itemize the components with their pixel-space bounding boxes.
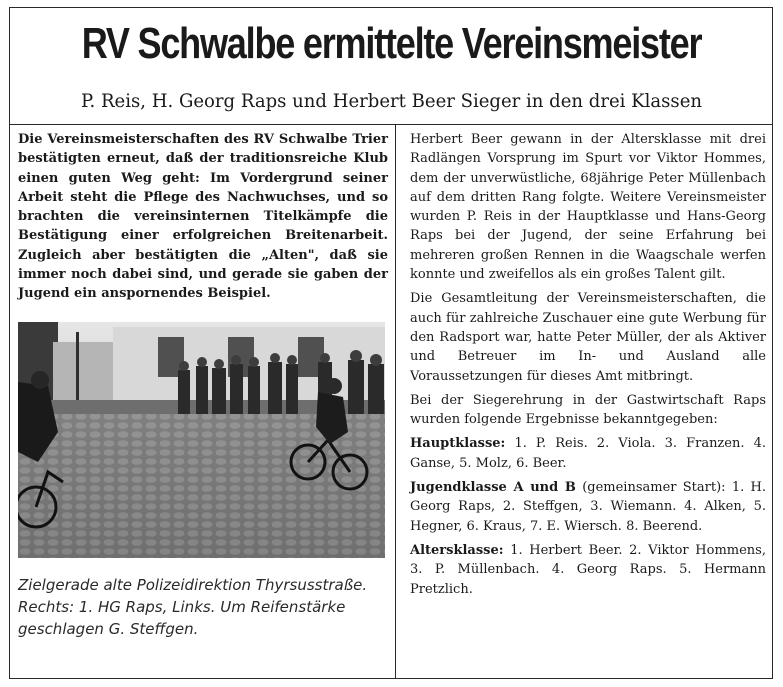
result-label: Hauptklasse:: [410, 436, 506, 452]
lead-column: [18, 130, 388, 304]
caption-line: Zielgerade alte Polizeidirektion Thyrsusstraße.: [18, 576, 368, 594]
column-divider: [395, 124, 396, 679]
result-text: 1. P. Reis. 2. Viola. 3. Franzen. 4. Ganse, 5. Molz, 6. Beer.: [410, 436, 766, 471]
result-label: Altersklasse:: [410, 542, 504, 558]
result-label: Jugendklasse A und B: [410, 480, 576, 496]
lead-paragraph: Die Vereinsmeisterschaften des RV Schwalbe Trier bestätigten erneut, daß der traditionsreiche Klub einen guten Weg geht: Im Vordergrund seiner Arbeit steht die Pflege des Nachwuchses, und so brachten die vereinsinternen Titelkämpfe die Bestätigung einer erfolgreichen Breitenarbeit. Zugleich aber bestätigten die „Alten", daß sie immer noch dabei sind, und gerade sie gaben der Jugend ein anspornendes Beispiel.: [18, 132, 388, 302]
race-photo: [18, 322, 385, 558]
body-paragraph: Bei der Siegerehrung in der Gastwirtschaft Raps wurden folgende Ergebnisse bekanntgegeben:: [410, 392, 766, 428]
headline: RV Schwalbe ermittelte Vereinsmeister: [81, 19, 702, 68]
photo-caption: [18, 574, 388, 640]
body-column: [410, 130, 766, 599]
result-youth-class: [410, 478, 766, 536]
caption-line: Rechts: 1. HG Raps, Links. Um Reifenstärke: [18, 598, 346, 616]
result-main-class: [410, 434, 766, 473]
result-text: 1. Herbert Beer. 2. Viktor Hommens, 3. P. Müllenbach. 4. Georg Raps. 5. Hermann Pretzlich.: [410, 542, 766, 597]
caption-line: geschlagen G. Steffgen.: [18, 620, 199, 638]
subheadline: P. Reis, H. Georg Raps und Herbert Beer Sieger in den drei Klassen: [80, 90, 703, 112]
body-paragraph: Die Gesamtleitung der Vereinsmeisterschaften, die auch für zahlreiche Zuschauer eine gute Werbung für den Radsport war, hatte Peter Müller, der als Aktiver und Betreuer im In- und Ausland alle Voraussetzungen für dieses Amt mitbringt.: [410, 291, 766, 384]
body-paragraph: Herbert Beer gewann in der Altersklasse mit drei Radlängen Vorsprung im Spurt vor Viktor Hommes, dem der unverwüstliche, 68jährige Peter Müllenbach auf dem dritten Rang folgte. Weitere Vereinsmeister wurden P. Reis in der Hauptklasse und Hans-Georg Raps bei der Jugend, der seine Erfahrung bei mehreren großen Rennen in die Waagschale werfen konnte und zweifellos als ein großes Talent gilt.: [410, 132, 766, 283]
cyclists-finish-photo: [18, 322, 385, 558]
header-rule: [9, 124, 773, 125]
result-senior-class: [410, 541, 766, 599]
result-text: (gemeinsamer Start): 1. H. Georg Raps, 2. Steffgen, 3. Wiemann. 4. Alken, 5. Hegner, 6. Kraus, 7. E. Wiersch. 8. Beerend.: [410, 480, 766, 534]
